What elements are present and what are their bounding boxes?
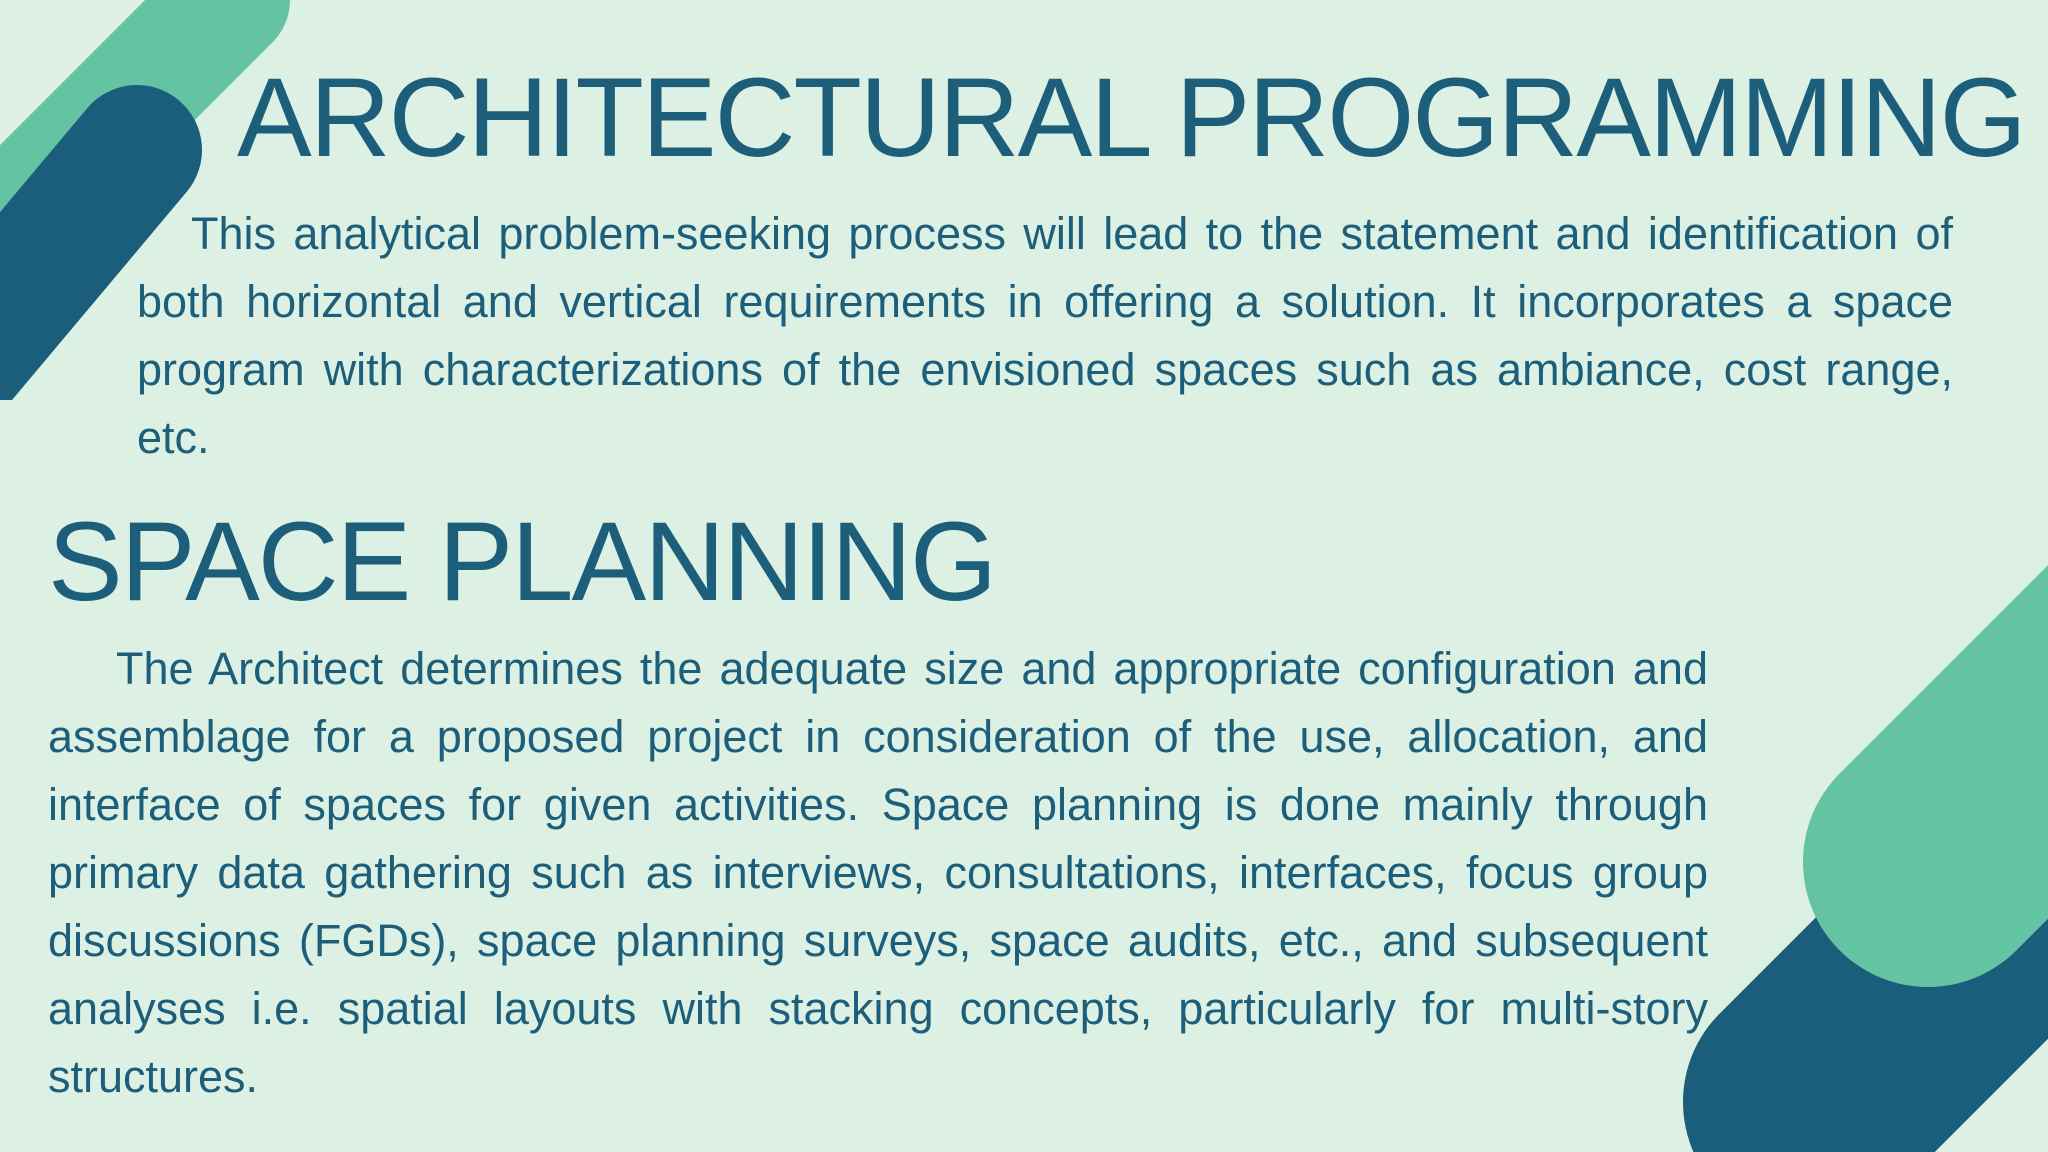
section-title-architectural-programming: ARCHITECTURAL PROGRAMMING [237, 55, 2025, 180]
section-title-space-planning: SPACE PLANNING [48, 499, 996, 624]
decor-stripe-teal-bottom-right [1928, 512, 2048, 862]
section-body-space-planning: The Architect determines the adequate size and appropriate configuration and assemblage for a proposed project in consideration of the use, allocation, and interface of spaces for given activities. Space planning is done mainly through primary data gathering such as interviews, consultations, interfaces, focus group discussions (FGDs), space planning surveys, space audits, etc., and subsequent analyses i.e. spatial layouts with stacking concepts, particularly for multi-story structures. [48, 643, 1708, 1102]
section-body-architectural-programming: This analytical problem-seeking process will lead to the statement and identification of both horizontal and vertical requirements in offering a solution. It incorporates a space program with characterizations of the envisioned spaces such as ambiance, cost range, etc. [137, 208, 1953, 463]
